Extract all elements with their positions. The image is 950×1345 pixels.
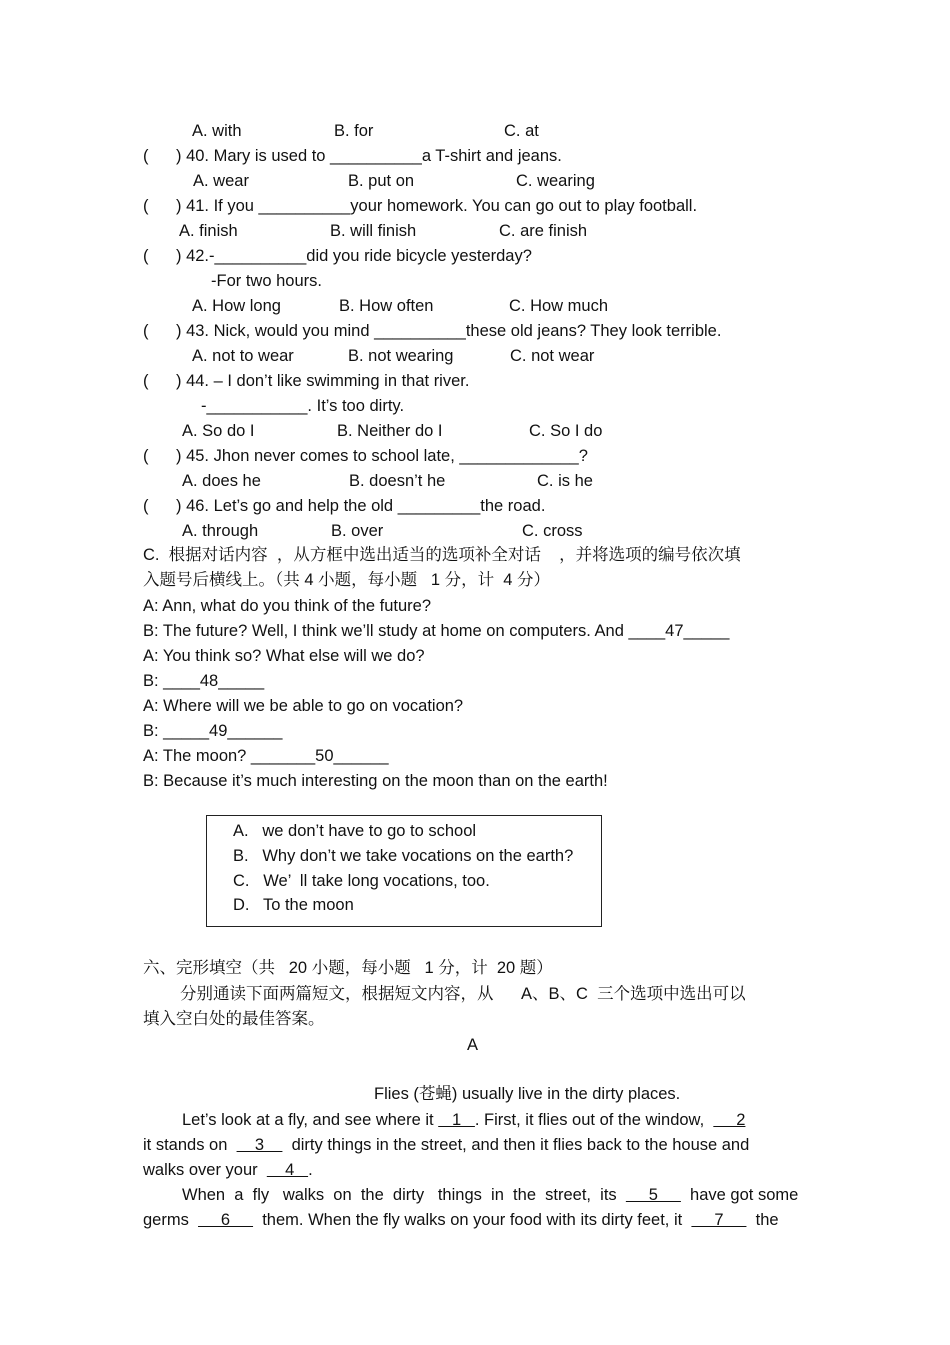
blank-5: 5 [625, 1186, 681, 1204]
q42-option-c: C. How much [509, 297, 609, 315]
q44-reply: -___________. It’s too dirty. [201, 397, 405, 415]
passage-text: When a fly walks on the dirty things in the street, its [182, 1186, 626, 1204]
passage-text: dirty things in the street, and then it flies back to the house and [282, 1136, 750, 1154]
question-43: ( ) 43. Nick, would you mind __________these old jeans? They look terrible. [143, 322, 722, 340]
q46-option-b: B. over [331, 522, 384, 540]
q44-option-c: C. So I do [529, 422, 603, 440]
q45-option-a: A. does he [182, 472, 261, 490]
q39-option-a: A. with [192, 122, 242, 140]
options-box [206, 815, 602, 927]
q46-option-a: A. through [182, 522, 259, 540]
q41-option-c: C. are finish [499, 222, 588, 240]
passage-line-1 [182, 1110, 745, 1130]
passage-label: A [467, 1036, 479, 1054]
q40-option-c: C. wearing [516, 172, 595, 190]
q40-option-a: A. wear [193, 172, 249, 190]
passage-line-4 [182, 1185, 798, 1205]
q42-reply: -For two hours. [211, 272, 322, 290]
section-6-intro-2: 填入空白处的最佳答案。 [143, 1010, 325, 1028]
dialog-line: B: The future? Well, I think we’ll study at home on computers. And ____47_____ [143, 622, 730, 640]
q44-option-b: B. Neither do I [337, 422, 443, 440]
q40-option-b: B. put on [348, 172, 415, 190]
blank-4: 4 [266, 1161, 309, 1179]
section-6-title: 六、完形填空（共 20 小题，每小题 1 分，计 20 题） [143, 959, 553, 977]
q43-option-b: B. not wearing [348, 347, 454, 365]
q45-option-c: C. is he [537, 472, 593, 490]
question-40: ( ) 40. Mary is used to __________a T-shirt and jeans. [143, 147, 562, 165]
blank-1: 1 [438, 1111, 475, 1129]
question-45: ( ) 45. Jhon never comes to school late, _____________? [143, 447, 588, 465]
box-option-c: C. We’ ll take long vocations, too. [233, 872, 490, 890]
passage-text: have got some [680, 1186, 799, 1204]
dialog-line: A: Where will we be able to go on vocation? [143, 697, 464, 715]
dialog-line: A: The moon? _______50______ [143, 747, 389, 765]
dialog-line: B: Because it’s much interesting on the moon than on the earth! [143, 772, 608, 790]
passage-text: it stands on [143, 1136, 237, 1154]
blank-6: 6 [198, 1211, 254, 1229]
q42-option-a: A. How long [192, 297, 281, 315]
q39-option-c: C. at [504, 122, 539, 140]
blank-3: 3 [236, 1136, 283, 1154]
dialog-line: B: _____49______ [143, 722, 283, 740]
blank-7: 7 [691, 1211, 747, 1229]
passage-text: germs [143, 1211, 199, 1229]
q43-option-c: C. not wear [510, 347, 595, 365]
passage-line-5 [143, 1210, 779, 1230]
section-c-instruction-2: 入题号后横线上。（共 4 小题，每小题 1 分，计 4 分） [143, 571, 551, 589]
q45-option-b: B. doesn’t he [349, 472, 446, 490]
blank-2: 2 [713, 1111, 746, 1129]
box-option-a: A. we don’t have to go to school [233, 822, 477, 840]
q42-option-b: B. How often [339, 297, 434, 315]
section-c-instruction-1: C. 根据对话内容 ，从方框中选出适当的选项补全对话 ，并将选项的编号依次填 [143, 546, 741, 564]
passage-text: walks over your [143, 1161, 267, 1179]
q39-option-b: B. for [334, 122, 374, 140]
question-46: ( ) 46. Let’s go and help the old _________the road. [143, 497, 546, 515]
q46-option-c: C. cross [522, 522, 583, 540]
box-option-b: B. Why don’t we take vocations on the earth? [233, 847, 574, 865]
q41-option-a: A. finish [179, 222, 238, 240]
passage-line-3 [143, 1160, 313, 1180]
dialog-line: A: Ann, what do you think of the future? [143, 597, 432, 615]
q44-option-a: A. So do I [182, 422, 255, 440]
dialog-line: A: You think so? What else will we do? [143, 647, 425, 665]
passage-line-2 [143, 1135, 749, 1155]
section-6-intro-1: 分别通读下面两篇短文，根据短文内容，从 A、B、C 三个选项中选出可以 [180, 985, 746, 1003]
q41-option-b: B. will finish [330, 222, 417, 240]
question-41: ( ) 41. If you __________your homework. You can go out to play football. [143, 197, 698, 215]
passage-text: them. When the fly walks on your food with its dirty feet, it [253, 1211, 692, 1229]
box-option-d: D. To the moon [233, 896, 354, 914]
passage-text: . [308, 1161, 313, 1179]
question-44: ( ) 44. – I don’t like swimming in that river. [143, 372, 470, 390]
q43-option-a: A. not to wear [192, 347, 294, 365]
passage-title: Flies (苍蝇) usually live in the dirty places. [374, 1085, 681, 1103]
dialog-line: B: ____48_____ [143, 672, 265, 690]
question-42: ( ) 42.-__________did you ride bicycle yesterday? [143, 247, 532, 265]
passage-text: . First, it flies out of the window, [474, 1111, 714, 1129]
passage-text: the [746, 1211, 779, 1229]
passage-text: Let’s look at a fly, and see where it [182, 1111, 439, 1129]
